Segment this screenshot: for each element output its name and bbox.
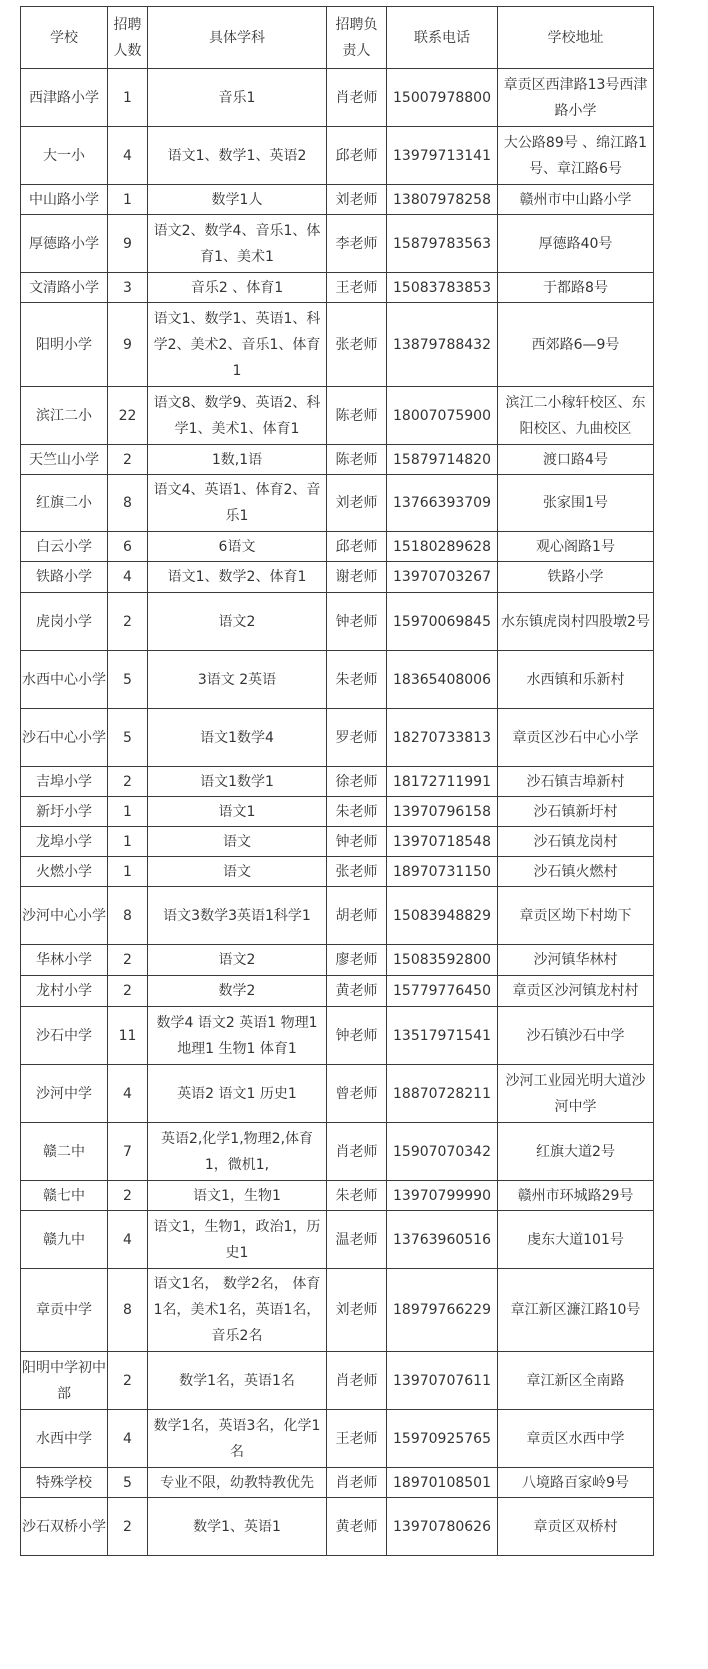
cell-school: 龙村小学	[21, 976, 108, 1007]
cell-school: 红旗二小	[21, 475, 108, 532]
cell-address: 虔东大道101号	[498, 1211, 654, 1269]
cell-subjects: 语文2	[148, 593, 327, 651]
cell-subjects: 1数,1语	[148, 445, 327, 475]
cell-contact: 朱老师	[327, 651, 387, 709]
cell-subjects: 音乐1	[148, 69, 327, 127]
table-row	[21, 387, 654, 445]
header-school: 学校	[21, 7, 108, 69]
cell-count: 2	[108, 976, 148, 1007]
cell-phone: 18172711991	[387, 767, 498, 797]
cell-count: 4	[108, 1410, 148, 1468]
table-row	[21, 945, 654, 976]
cell-contact: 朱老师	[327, 797, 387, 827]
cell-school: 天竺山小学	[21, 445, 108, 475]
cell-address: 章贡区沙河镇龙村村	[498, 976, 654, 1007]
cell-subjects: 音乐2 、体育1	[148, 273, 327, 303]
cell-subjects: 数学1、英语1	[148, 1498, 327, 1556]
cell-address: 红旗大道2号	[498, 1123, 654, 1181]
cell-phone: 18007075900	[387, 387, 498, 445]
table-row	[21, 827, 654, 857]
cell-count: 8	[108, 475, 148, 532]
cell-contact: 朱老师	[327, 1181, 387, 1211]
cell-contact: 刘老师	[327, 185, 387, 215]
cell-contact: 钟老师	[327, 593, 387, 651]
table-row	[21, 593, 654, 651]
table-row	[21, 887, 654, 945]
cell-subjects: 语文1数学1	[148, 767, 327, 797]
cell-school: 火燃小学	[21, 857, 108, 887]
cell-phone: 18970731150	[387, 857, 498, 887]
table-row	[21, 532, 654, 562]
table-row	[21, 1181, 654, 1211]
cell-count: 2	[108, 767, 148, 797]
cell-phone: 18970108501	[387, 1468, 498, 1498]
cell-contact: 刘老师	[327, 1269, 387, 1352]
table-row	[21, 562, 654, 593]
cell-contact: 肖老师	[327, 1468, 387, 1498]
cell-count: 9	[108, 215, 148, 273]
cell-count: 2	[108, 1181, 148, 1211]
cell-count: 7	[108, 1123, 148, 1181]
table-row	[21, 1007, 654, 1065]
cell-address: 章贡区西津路13号西津路小学	[498, 69, 654, 127]
cell-contact: 曾老师	[327, 1065, 387, 1123]
cell-subjects: 语文1、数学1、英语2	[148, 127, 327, 185]
table-row	[21, 185, 654, 215]
cell-count: 11	[108, 1007, 148, 1065]
cell-count: 5	[108, 709, 148, 767]
table-row	[21, 475, 654, 532]
cell-phone: 13970799990	[387, 1181, 498, 1211]
cell-address: 大公路89号 、绵江路1号、章江路6号	[498, 127, 654, 185]
table-row	[21, 215, 654, 273]
cell-school: 沙石中心小学	[21, 709, 108, 767]
cell-subjects: 6语文	[148, 532, 327, 562]
cell-phone: 13979713141	[387, 127, 498, 185]
table-row	[21, 1498, 654, 1556]
recruitment-table	[20, 6, 654, 1556]
cell-count: 4	[108, 127, 148, 185]
cell-subjects: 语文	[148, 827, 327, 857]
cell-school: 西津路小学	[21, 69, 108, 127]
cell-address: 赣州市环城路29号	[498, 1181, 654, 1211]
cell-subjects: 语文2、数学4、音乐1、体育1、美术1	[148, 215, 327, 273]
cell-contact: 李老师	[327, 215, 387, 273]
cell-address: 章江新区全南路	[498, 1352, 654, 1410]
cell-subjects: 英语2,化学1,物理2,体育1，微机1,	[148, 1123, 327, 1181]
cell-school: 吉埠小学	[21, 767, 108, 797]
cell-contact: 刘老师	[327, 475, 387, 532]
table-row	[21, 709, 654, 767]
cell-subjects: 专业不限，幼教特教优先	[148, 1468, 327, 1498]
cell-subjects: 语文1、数学2、体育1	[148, 562, 327, 593]
table-row	[21, 857, 654, 887]
table-row	[21, 1211, 654, 1269]
cell-subjects: 语文1	[148, 797, 327, 827]
table-row	[21, 1352, 654, 1410]
cell-count: 4	[108, 1065, 148, 1123]
header-phone: 联系电话	[387, 7, 498, 69]
table-header-row	[21, 7, 654, 69]
cell-school: 白云小学	[21, 532, 108, 562]
cell-address: 张家围1号	[498, 475, 654, 532]
cell-contact: 谢老师	[327, 562, 387, 593]
cell-address: 沙石镇新圩村	[498, 797, 654, 827]
cell-phone: 15779776450	[387, 976, 498, 1007]
cell-phone: 15907070342	[387, 1123, 498, 1181]
cell-school: 铁路小学	[21, 562, 108, 593]
cell-address: 西郊路6—9号	[498, 303, 654, 387]
table-row	[21, 1065, 654, 1123]
cell-subjects: 语文1，生物1	[148, 1181, 327, 1211]
cell-school: 龙埠小学	[21, 827, 108, 857]
cell-contact: 钟老师	[327, 827, 387, 857]
cell-phone: 13970703267	[387, 562, 498, 593]
cell-phone: 18870728211	[387, 1065, 498, 1123]
cell-subjects: 语文1数学4	[148, 709, 327, 767]
cell-subjects: 3语文 2英语	[148, 651, 327, 709]
cell-subjects: 数学1名，英语1名	[148, 1352, 327, 1410]
header-address: 学校地址	[498, 7, 654, 69]
cell-school: 水西中学	[21, 1410, 108, 1468]
cell-subjects: 英语2 语文1 历史1	[148, 1065, 327, 1123]
cell-phone: 18365408006	[387, 651, 498, 709]
cell-school: 沙石中学	[21, 1007, 108, 1065]
cell-address: 沙河工业园光明大道沙河中学	[498, 1065, 654, 1123]
cell-phone: 13970718548	[387, 827, 498, 857]
table-row	[21, 976, 654, 1007]
cell-contact: 黄老师	[327, 976, 387, 1007]
cell-address: 章贡区沙石中心小学	[498, 709, 654, 767]
cell-phone: 15970925765	[387, 1410, 498, 1468]
table-row	[21, 1468, 654, 1498]
cell-subjects: 语文1，生物1，政治1，历史1	[148, 1211, 327, 1269]
table-row	[21, 1269, 654, 1352]
cell-contact: 陈老师	[327, 387, 387, 445]
cell-address: 水西镇和乐新村	[498, 651, 654, 709]
table-row	[21, 1410, 654, 1468]
cell-address: 渡口路4号	[498, 445, 654, 475]
cell-school: 赣七中	[21, 1181, 108, 1211]
cell-count: 1	[108, 857, 148, 887]
cell-address: 章贡区坳下村坳下	[498, 887, 654, 945]
cell-phone: 13970780626	[387, 1498, 498, 1556]
cell-contact: 钟老师	[327, 1007, 387, 1065]
cell-school: 沙河中心小学	[21, 887, 108, 945]
cell-school: 华林小学	[21, 945, 108, 976]
cell-count: 4	[108, 1211, 148, 1269]
header-contact: 招聘负责人	[327, 7, 387, 69]
header-count: 招聘人数	[108, 7, 148, 69]
cell-count: 22	[108, 387, 148, 445]
cell-school: 赣二中	[21, 1123, 108, 1181]
cell-address: 章贡区水西中学	[498, 1410, 654, 1468]
cell-address: 八境路百家岭9号	[498, 1468, 654, 1498]
cell-address: 于都路8号	[498, 273, 654, 303]
cell-school: 阳明中学初中部	[21, 1352, 108, 1410]
cell-school: 中山路小学	[21, 185, 108, 215]
cell-count: 3	[108, 273, 148, 303]
cell-phone: 15083592800	[387, 945, 498, 976]
cell-school: 滨江二小	[21, 387, 108, 445]
cell-phone: 13970796158	[387, 797, 498, 827]
cell-count: 6	[108, 532, 148, 562]
cell-contact: 张老师	[327, 857, 387, 887]
cell-count: 1	[108, 185, 148, 215]
cell-school: 沙石双桥小学	[21, 1498, 108, 1556]
table-row	[21, 273, 654, 303]
cell-contact: 温老师	[327, 1211, 387, 1269]
cell-subjects: 数学1名，英语3名，化学1名	[148, 1410, 327, 1468]
table-row	[21, 651, 654, 709]
table-row	[21, 445, 654, 475]
cell-phone: 13807978258	[387, 185, 498, 215]
cell-address: 沙石镇沙石中学	[498, 1007, 654, 1065]
cell-school: 特殊学校	[21, 1468, 108, 1498]
cell-subjects: 语文3数学3英语1科学1	[148, 887, 327, 945]
cell-school: 文清路小学	[21, 273, 108, 303]
cell-count: 2	[108, 593, 148, 651]
cell-count: 2	[108, 1352, 148, 1410]
cell-address: 章贡区双桥村	[498, 1498, 654, 1556]
table-row	[21, 767, 654, 797]
cell-phone: 13879788432	[387, 303, 498, 387]
cell-address: 沙石镇吉埠新村	[498, 767, 654, 797]
cell-count: 5	[108, 651, 148, 709]
cell-address: 铁路小学	[498, 562, 654, 593]
cell-phone: 15007978800	[387, 69, 498, 127]
cell-phone: 15879783563	[387, 215, 498, 273]
cell-subjects: 语文	[148, 857, 327, 887]
cell-address: 赣州市中山路小学	[498, 185, 654, 215]
cell-school: 阳明小学	[21, 303, 108, 387]
cell-contact: 陈老师	[327, 445, 387, 475]
cell-address: 滨江二小稼轩校区、东阳校区、九曲校区	[498, 387, 654, 445]
cell-count: 4	[108, 562, 148, 593]
cell-phone: 13517971541	[387, 1007, 498, 1065]
cell-count: 2	[108, 1498, 148, 1556]
cell-contact: 徐老师	[327, 767, 387, 797]
cell-address: 厚德路40号	[498, 215, 654, 273]
cell-address: 沙石镇龙岗村	[498, 827, 654, 857]
cell-contact: 肖老师	[327, 1352, 387, 1410]
cell-subjects: 语文2	[148, 945, 327, 976]
cell-phone: 13763960516	[387, 1211, 498, 1269]
cell-phone: 18979766229	[387, 1269, 498, 1352]
table-row	[21, 797, 654, 827]
cell-phone: 15083783853	[387, 273, 498, 303]
cell-school: 厚德路小学	[21, 215, 108, 273]
table-row	[21, 1123, 654, 1181]
cell-count: 9	[108, 303, 148, 387]
cell-phone: 13766393709	[387, 475, 498, 532]
cell-phone: 13970707611	[387, 1352, 498, 1410]
cell-contact: 肖老师	[327, 1123, 387, 1181]
cell-address: 沙河镇华林村	[498, 945, 654, 976]
cell-phone: 15879714820	[387, 445, 498, 475]
cell-count: 8	[108, 1269, 148, 1352]
cell-subjects: 数学4 语文2 英语1 物理1 地理1 生物1 体育1	[148, 1007, 327, 1065]
cell-school: 章贡中学	[21, 1269, 108, 1352]
cell-phone: 15180289628	[387, 532, 498, 562]
cell-contact: 廖老师	[327, 945, 387, 976]
cell-count: 2	[108, 945, 148, 976]
cell-subjects: 数学1人	[148, 185, 327, 215]
cell-count: 8	[108, 887, 148, 945]
cell-contact: 邱老师	[327, 127, 387, 185]
cell-contact: 黄老师	[327, 1498, 387, 1556]
cell-count: 1	[108, 797, 148, 827]
cell-address: 沙石镇火燃村	[498, 857, 654, 887]
table-body	[21, 69, 654, 1556]
cell-count: 5	[108, 1468, 148, 1498]
cell-address: 观心阁路1号	[498, 532, 654, 562]
header-subjects: 具体学科	[148, 7, 327, 69]
cell-contact: 罗老师	[327, 709, 387, 767]
cell-contact: 王老师	[327, 1410, 387, 1468]
cell-school: 新圩小学	[21, 797, 108, 827]
cell-contact: 邱老师	[327, 532, 387, 562]
cell-subjects: 数学2	[148, 976, 327, 1007]
cell-school: 沙河中学	[21, 1065, 108, 1123]
cell-count: 1	[108, 827, 148, 857]
cell-count: 1	[108, 69, 148, 127]
cell-count: 2	[108, 445, 148, 475]
cell-contact: 肖老师	[327, 69, 387, 127]
cell-school: 大一小	[21, 127, 108, 185]
cell-contact: 王老师	[327, 273, 387, 303]
cell-phone: 15970069845	[387, 593, 498, 651]
cell-school: 赣九中	[21, 1211, 108, 1269]
table-row	[21, 303, 654, 387]
cell-subjects: 语文4、英语1、体育2、音乐1	[148, 475, 327, 532]
table-row	[21, 69, 654, 127]
cell-phone: 15083948829	[387, 887, 498, 945]
cell-subjects: 语文1、数学1、英语1、科学2、美术2、音乐1、体育1	[148, 303, 327, 387]
cell-subjects: 语文1名， 数学2名， 体育1名，美术1名，英语1名，音乐2名	[148, 1269, 327, 1352]
cell-school: 水西中心小学	[21, 651, 108, 709]
cell-address: 章江新区濂江路10号	[498, 1269, 654, 1352]
cell-school: 虎岗小学	[21, 593, 108, 651]
table-row	[21, 127, 654, 185]
cell-contact: 胡老师	[327, 887, 387, 945]
cell-contact: 张老师	[327, 303, 387, 387]
cell-phone: 18270733813	[387, 709, 498, 767]
cell-address: 水东镇虎岗村四股墩2号	[498, 593, 654, 651]
cell-subjects: 语文8、数学9、英语2、科学1、美术1、体育1	[148, 387, 327, 445]
